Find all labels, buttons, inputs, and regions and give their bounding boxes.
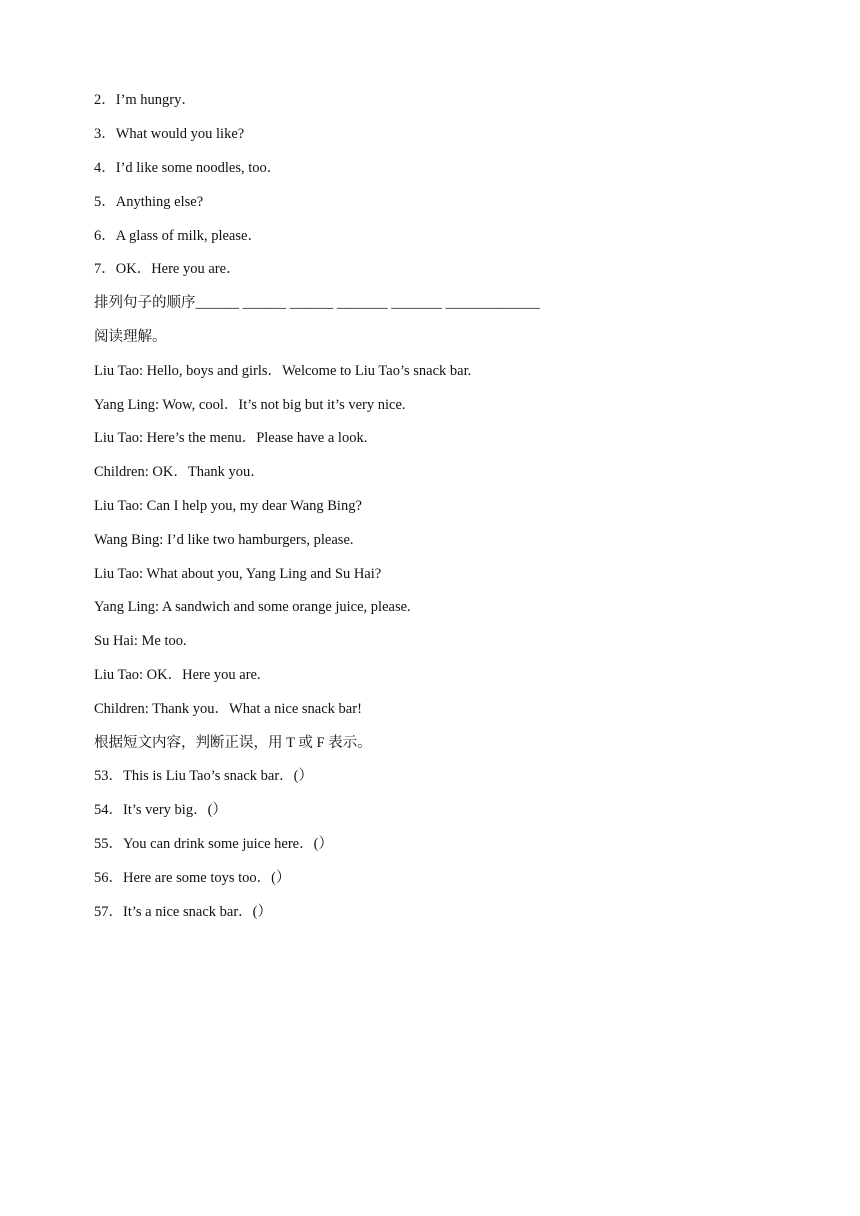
dialogue-line: Wang Bing: I’d like two hamburgers, please. — [94, 532, 354, 548]
dialogue-line: Su Hai: Me too. — [94, 633, 187, 649]
sentence-7: 7．OK．Here you are． — [94, 261, 241, 277]
sentence-3: 3．What would you like? — [94, 126, 245, 142]
question-55: 55．You can drink some juice here．(） — [94, 836, 333, 852]
dialogue-line: Children: Thank you．What a nice snack bar! — [94, 701, 362, 717]
question-57: 57．It’s a nice snack bar．(） — [94, 904, 272, 920]
tf-instructions: 根据短文内容，判断正误，用 T 或 F 表示。 — [94, 735, 372, 751]
dialogue-line: Liu Tao: OK．Here you are. — [94, 667, 261, 683]
dialogue-line: Liu Tao: Here’s the menu．Please have a look. — [94, 430, 368, 446]
dialogue-line: Yang Ling: Wow, cool．It’s not big but it’s very nice. — [94, 397, 406, 413]
dialogue-line: Liu Tao: Can I help you, my dear Wang Bing? — [94, 498, 362, 514]
sentence-4: 4．I’d like some noodles, too． — [94, 160, 282, 176]
dialogue-line: Yang Ling: A sandwich and some orange juice, please. — [94, 599, 411, 615]
question-56: 56．Here are some toys too．(） — [94, 870, 291, 886]
reading-heading: 阅读理解。 — [94, 329, 167, 345]
order-answer-blanks: 排列句子的顺序______ ______ ______ _______ _______ _____________ — [94, 295, 540, 311]
dialogue-line: Liu Tao: What about you, Yang Ling and Su Hai? — [94, 566, 382, 582]
question-54: 54．It’s very big．(） — [94, 802, 227, 818]
sentence-2: 2．I’m hungry． — [94, 92, 196, 108]
question-53: 53．This is Liu Tao’s snack bar．(） — [94, 768, 314, 784]
sentence-5: 5．Anything else? — [94, 194, 204, 210]
dialogue-line: Children: OK．Thank you． — [94, 464, 265, 480]
sentence-6: 6．A glass of milk, please． — [94, 228, 262, 244]
dialogue-line: Liu Tao: Hello, boys and girls．Welcome to Liu Tao’s snack bar. — [94, 363, 472, 379]
